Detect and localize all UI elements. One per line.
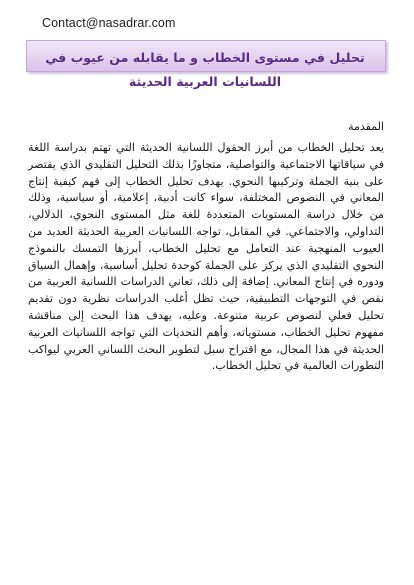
title-banner [26, 40, 388, 89]
contact-email[interactable]: Contact@nasadrar.com [42, 16, 176, 30]
body-paragraph: يعد تحليل الخطاب من أبرز الحقول اللسانية الحديثة التي تهتم بدراسة اللغة في سياقاتها الاجتماعية والتواصلية، متجاوزًا بذلك التحليل التقليدي الذي يقتصر على بنية الجملة وتركيبها النحوي. يهدف تحليل الخطاب إلى فهم كيفية إنتاج المعاني في النصوص المختلفة، سواء كانت أدبية، إعلامية، أو سياسية، وذلك من خلال دراسة المستويات المتعددة للغة مثل المستوى النحوي، الدلالي، التداولي، والاجتماعي. في المقابل، تواجه اللسانيات العربية الحديثة العديد من العيوب المنهجية عند التعامل مع تحليل الخطاب، أبرزها التمسك بالنموذج النحوي التقليدي الذي يركز على الجملة كوحدة تحليل أساسية، وإهمال السياق ودوره في إنتاج المعاني. إضافة إلى ذلك، تعاني الدراسات اللسانية العربية من نقص في التوجهات التطبيقية، حيث تظل أغلب الدراسات نظرية دون تقديم تحليل فعلي لنصوص عربية متنوعة. وعليه، يهدف هذا البحث إلى مناقشة مفهوم تحليل الخطاب، مستوياته، وأهم التحديات التي تواجه اللسانيات العربية الحديثة في هذا المجال، مع اقتراح سبل لتطوير البحث اللساني العربي ليواكب التطورات العالمية في تحليل الخطاب. [28, 141, 384, 373]
document-title: تحليل في مستوى الخطاب و ما يقابله من عيوب في اللسانيات العربية الحديثة [45, 50, 365, 89]
section-heading: المقدمة [348, 120, 384, 133]
